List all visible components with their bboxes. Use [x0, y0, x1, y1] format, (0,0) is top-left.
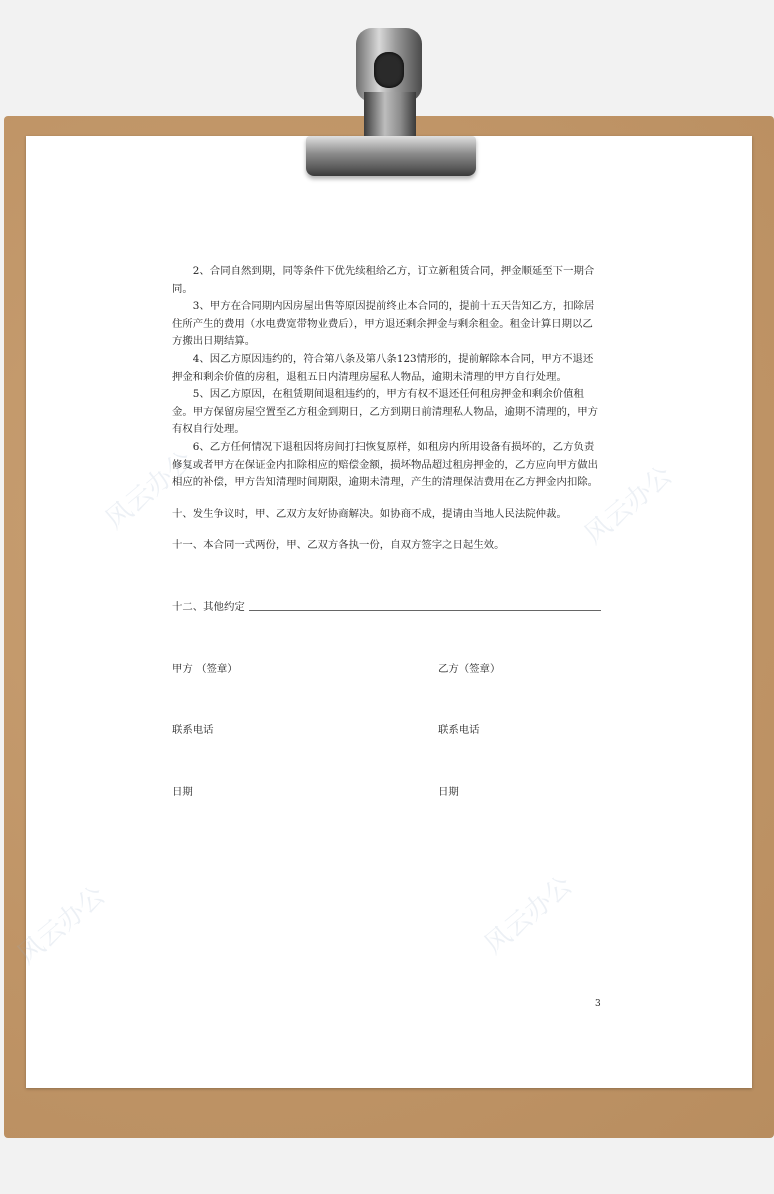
watermark: 风云办公 — [100, 445, 200, 536]
party-b-date-label: 日期 — [438, 786, 459, 798]
clause-2: 2、合同自然到期，同等条件下优先续租给乙方，订立新租赁合同，押金顺延至下一期合同。 — [172, 265, 595, 295]
party-a-phone-label: 联系电话 — [172, 724, 214, 736]
binder-clip-neck — [364, 92, 416, 138]
section-10: 十、发生争议时，甲、乙双方友好协商解决。如协商不成，提请由当地人民法院仲裁。 — [172, 507, 567, 520]
watermark: 风云办公 — [12, 880, 112, 971]
section-12-label: 十二、其他约定 — [172, 601, 245, 613]
binder-clip-base — [306, 136, 476, 176]
party-a-signature-label: 甲方 （签章） — [172, 663, 238, 675]
clause-4: 4、因乙方原因违约的，符合第八条及第八条123情形的，提前解除本合同，甲方不退还押金和剩余价值的房租，退租五日内清理房屋私人物品，逾期未清理的甲方自行处理。 — [172, 352, 594, 383]
section-11: 十一、本合同一式两份，甲、乙双方各执一份，自双方签字之日起生效。 — [172, 539, 505, 552]
watermark: 风云办公 — [479, 870, 579, 961]
party-a-date-label: 日期 — [172, 786, 193, 798]
party-b-phone-label: 联系电话 — [438, 724, 480, 736]
binder-clip-hole — [374, 52, 404, 88]
page-number: 3 — [595, 999, 601, 1009]
clause-3: 3、甲方在合同期内因房屋出售等原因提前终止本合同的，提前十五天告知乙方，扣除居住所产生的费用（水电费宽带物业费后），甲方退还剩余押金与剩余租金。租金计算日期以乙方搬出日期结算。 — [172, 300, 595, 348]
section-12-fill-line — [249, 610, 601, 611]
contract-body — [172, 263, 602, 555]
watermark: 风云办公 — [579, 460, 679, 551]
clause-5: 5、因乙方原因，在租赁期间退租违约的，甲方有权不退还任何租房押金和剩余价值租金。甲方保留房屋空置至乙方租金到期日，乙方到期日前清理私人物品，逾期不清理的，甲方有权自行处理。 — [172, 388, 599, 436]
party-b-signature-label: 乙方（签章） — [438, 663, 501, 675]
clause-6: 6、乙方任何情况下退租因将房间打扫恢复原样，如租房内所用设备有损坏的，乙方负责修复或者甲方在保证金内扣除相应的赔偿金额，损坏物品超过租房押金的，乙方应向甲方做出相应的补偿，甲方告知清理时间期限，逾期未清理，产生的清理保洁费用在乙方押金内扣除。 — [172, 440, 599, 489]
